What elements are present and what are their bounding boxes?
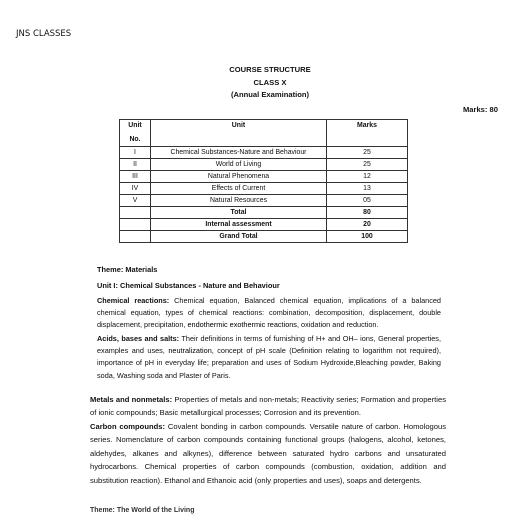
total-label: Total: [151, 207, 327, 219]
header-unit-label: Unit: [128, 122, 142, 129]
total-row: [120, 207, 408, 219]
header-label: JNS CLASSES: [16, 29, 72, 39]
table-row: [120, 195, 408, 207]
title-class: CLASS X: [253, 78, 287, 87]
paragraph-acids-bases: [97, 333, 441, 382]
internal-assessment-label: Internal assessment: [151, 219, 327, 231]
row-marks: 13: [327, 183, 408, 195]
row-unit-name: Effects of Current: [151, 183, 327, 195]
text-metals: Properties of metals and non-metals; Reactivity series; Formation and properties of ionic compounds; Basic metallurgical processes; Corrosion and its prevention.: [90, 395, 446, 418]
row-marks: 12: [327, 171, 408, 183]
marks-label: Marks: 80: [462, 105, 498, 114]
text-carbon: Covalent bonding in carbon compounds. Versatile nature of carbon. Homologous series. Nomenclature of carbon compounds containing functional groups (halogens, alcohol, ketones, aldehydes, alkanes and alkynes), difference between saturated hydro carbons and unsaturated hydrocarbons. Chemical properties of carbon compounds (combustion, oxidation, addition and substitution reaction). Ethanol and Ethanoic acid (only properties and uses), soaps and detergents.: [90, 422, 447, 485]
paragraph-chemical-reactions: [97, 295, 441, 332]
text-neutralization: neutralization: [168, 346, 212, 356]
row-marks: 25: [327, 147, 408, 159]
text-chemical-reactions-tail: , oxidation and reduction.: [296, 320, 379, 330]
row-unit-name: Natural Resources: [151, 195, 327, 207]
table-row: [120, 171, 408, 183]
grand-total-row: [120, 231, 408, 243]
total-marks: 80: [327, 207, 408, 219]
text-chemical-reactions: Chemical equation, Balanced chemical equation, implications of a balanced chemical equation, types of chemical reactions: combination, decomposition, displacement, double displacement, precipitation,: [97, 296, 441, 330]
paragraph-metals: [90, 393, 446, 420]
empty-cell: [120, 231, 151, 243]
table-row: [120, 183, 408, 195]
text-acids-bases-tail: , concept of pH scale (Definition relating to logarithm not required), importance of pH in everyday life; preparation and uses of Sodium Hydroxide,Bleaching powder, Baking soda, Washing soda and Plaster of Paris.: [97, 346, 441, 380]
header-marks: Marks: [327, 120, 408, 147]
row-marks: 25: [327, 159, 408, 171]
unit-heading: Unit I: Chemical Substances - Nature and Behaviour: [97, 281, 280, 290]
grand-total-marks: 100: [327, 231, 408, 243]
header-no-label: No.: [129, 136, 141, 143]
empty-cell: [120, 219, 151, 231]
internal-assessment-row: [120, 219, 408, 231]
term-metals: Metals and nonmetals:: [90, 395, 173, 404]
row-unit-no: I: [120, 147, 151, 159]
table-row: [120, 159, 408, 171]
title-course-structure: COURSE STRUCTURE: [229, 65, 311, 74]
text-endo-exo: endothermic exothermic reactions: [187, 320, 297, 330]
internal-assessment-marks: 20: [327, 219, 408, 231]
header-unit-name: Unit: [151, 120, 327, 147]
theme-heading: Theme: Materials: [97, 265, 158, 274]
row-unit-name: World of Living: [151, 159, 327, 171]
title-exam-type: (Annual Examination): [230, 90, 310, 99]
term-acids-bases: Acids, bases and salts:: [97, 334, 180, 343]
row-unit-name: Chemical Substances-Nature and Behaviour: [151, 147, 327, 159]
table-row: [120, 147, 408, 159]
row-unit-no: II: [120, 159, 151, 171]
row-unit-name: Natural Phenomena: [151, 171, 327, 183]
header-unit-no: [120, 120, 151, 147]
next-section-heading: Theme: The World of the Living: [90, 507, 195, 514]
row-unit-no: IV: [120, 183, 151, 195]
term-carbon: Carbon compounds:: [90, 422, 165, 431]
paragraph-carbon: [90, 420, 446, 487]
row-unit-no: III: [120, 171, 151, 183]
unit-table: [119, 119, 408, 243]
table-header-row: [120, 120, 408, 147]
text-acids-bases: Their definitions in terms of furnishing of H+ and OH– ions, General properties, examples and uses,: [97, 334, 441, 356]
grand-total-label: Grand Total: [151, 231, 327, 243]
row-unit-no: V: [120, 195, 151, 207]
row-marks: 05: [327, 195, 408, 207]
empty-cell: [120, 207, 151, 219]
term-chemical-reactions: Chemical reactions:: [97, 296, 170, 305]
